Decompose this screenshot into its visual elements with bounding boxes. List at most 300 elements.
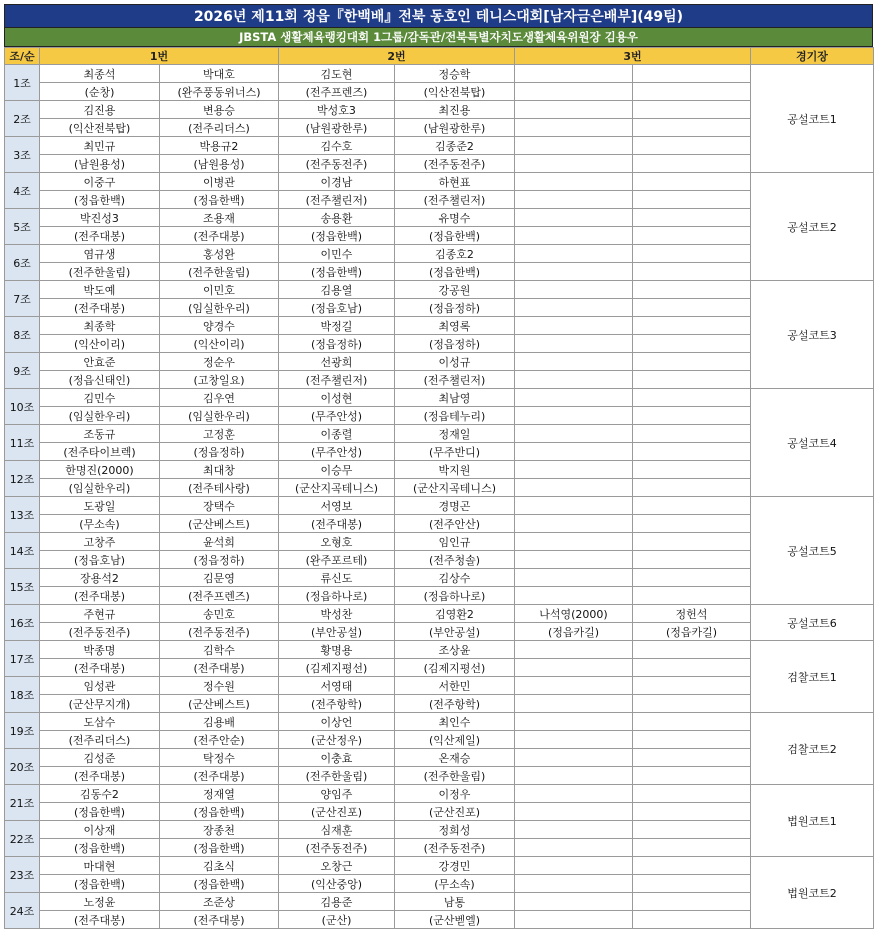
header-group: 조/순: [5, 48, 40, 65]
player-club: (전주대봉): [160, 767, 279, 785]
player-club: (전주프렌즈): [279, 83, 395, 101]
group-row-club: [5, 695, 874, 713]
player-club: (전주챌린저): [395, 371, 515, 389]
empty-cell: [633, 245, 751, 263]
player-name: 안효준: [40, 353, 160, 371]
empty-cell: [633, 587, 751, 605]
player-club: (남원용성): [160, 155, 279, 173]
player-name: 윤석희: [160, 533, 279, 551]
player-club: (전주대봉): [40, 587, 160, 605]
player-club: (익산이리): [160, 335, 279, 353]
empty-cell: [633, 695, 751, 713]
empty-cell: [515, 497, 633, 515]
empty-cell: [633, 443, 751, 461]
empty-cell: [633, 803, 751, 821]
group-table: [4, 47, 874, 929]
player-club: (무주반디): [395, 443, 515, 461]
player-name: 최대창: [160, 461, 279, 479]
player-name: 장종천: [160, 821, 279, 839]
player-club: (전주대봉): [160, 659, 279, 677]
empty-cell: [633, 281, 751, 299]
player-club: (전주챌린저): [395, 191, 515, 209]
player-name: 김종준2: [395, 137, 515, 155]
tournament-title: 2026년 제11회 정읍『한백배』전북 동호인 테니스대회[남자금은배부](49팀): [4, 4, 873, 28]
empty-cell: [515, 641, 633, 659]
court-cell: 공설코트4: [751, 389, 874, 497]
player-club: (김제지평선): [395, 659, 515, 677]
player-name: 이병관: [160, 173, 279, 191]
player-club: (부안공설): [279, 623, 395, 641]
empty-cell: [633, 749, 751, 767]
court-cell: 공설코트5: [751, 497, 874, 605]
empty-cell: [633, 209, 751, 227]
player-name: 김성준: [40, 749, 160, 767]
empty-cell: [515, 335, 633, 353]
empty-cell: [515, 245, 633, 263]
player-name: 정순우: [160, 353, 279, 371]
player-name: 최영록: [395, 317, 515, 335]
player-club: (무소속): [40, 515, 160, 533]
empty-cell: [633, 911, 751, 929]
court-cell: 공설코트2: [751, 173, 874, 281]
empty-cell: [515, 695, 633, 713]
player-name: 박도예: [40, 281, 160, 299]
group-row-name: [5, 101, 874, 119]
empty-cell: [633, 497, 751, 515]
player-name: 이민호: [160, 281, 279, 299]
empty-cell: [633, 371, 751, 389]
court-cell: 공설코트3: [751, 281, 874, 389]
player-club: (전주동전주): [40, 623, 160, 641]
group-row-name: [5, 857, 874, 875]
player-name: 변용승: [160, 101, 279, 119]
empty-cell: [515, 713, 633, 731]
empty-cell: [515, 857, 633, 875]
player-name: 정헌석: [633, 605, 751, 623]
tournament-subtitle: JBSTA 생활체육랭킹대회 1그룹/감독관/전북특별자치도생활체육위원장 김용우: [4, 28, 873, 47]
player-name: 이중구: [40, 173, 160, 191]
player-name: 최인수: [395, 713, 515, 731]
group-row-name: [5, 389, 874, 407]
player-club: (무주안성): [279, 407, 395, 425]
group-label: 24조: [5, 893, 40, 929]
group-row-club: [5, 875, 874, 893]
player-name: 김수호: [279, 137, 395, 155]
player-name: 고정훈: [160, 425, 279, 443]
group-row-name: [5, 317, 874, 335]
player-name: 선광희: [279, 353, 395, 371]
player-name: 마대현: [40, 857, 160, 875]
empty-cell: [515, 191, 633, 209]
player-club: (전주테사랑): [160, 479, 279, 497]
player-name: 조상윤: [395, 641, 515, 659]
player-name: 도삼수: [40, 713, 160, 731]
player-club: (전주대봉): [40, 299, 160, 317]
empty-cell: [515, 551, 633, 569]
empty-cell: [633, 137, 751, 155]
player-name: 이종렬: [279, 425, 395, 443]
player-name: 김영환2: [395, 605, 515, 623]
player-club: (정읍하나로): [395, 587, 515, 605]
group-row-club: [5, 623, 874, 641]
empty-cell: [633, 515, 751, 533]
player-name: 도광일: [40, 497, 160, 515]
empty-cell: [515, 461, 633, 479]
empty-cell: [515, 443, 633, 461]
empty-cell: [515, 677, 633, 695]
player-club: (전주대봉): [160, 911, 279, 929]
player-name: 송민호: [160, 605, 279, 623]
group-label: 15조: [5, 569, 40, 605]
player-club: (정읍한백): [279, 263, 395, 281]
player-name: 임성관: [40, 677, 160, 695]
court-cell: 법원코트2: [751, 857, 874, 929]
group-label: 22조: [5, 821, 40, 857]
player-name: 박지원: [395, 461, 515, 479]
group-row-club: [5, 263, 874, 281]
player-club: (정읍한백): [40, 875, 160, 893]
court-cell: 검찰코트1: [751, 641, 874, 713]
empty-cell: [633, 533, 751, 551]
player-name: 정승학: [395, 65, 515, 83]
player-club: (정읍정하): [279, 335, 395, 353]
empty-cell: [633, 767, 751, 785]
player-name: 오창근: [279, 857, 395, 875]
group-row-name: [5, 173, 874, 191]
player-name: 김용열: [279, 281, 395, 299]
group-row-name: [5, 533, 874, 551]
player-club: (전주챌린저): [279, 371, 395, 389]
group-row-name: [5, 65, 874, 83]
player-club: (정읍호남): [40, 551, 160, 569]
header-row: [5, 48, 874, 65]
player-club: (군산진포): [279, 803, 395, 821]
player-club: (전주대봉): [40, 659, 160, 677]
empty-cell: [633, 677, 751, 695]
empty-cell: [515, 65, 633, 83]
group-row-club: [5, 191, 874, 209]
player-club: (전주동전주): [279, 839, 395, 857]
header-slot-2: 2번: [279, 48, 515, 65]
group-label: 4조: [5, 173, 40, 209]
group-row-name: [5, 245, 874, 263]
empty-cell: [515, 83, 633, 101]
empty-cell: [633, 389, 751, 407]
player-club: (남원광한루): [279, 119, 395, 137]
group-label: 3조: [5, 137, 40, 173]
player-club: (전주한울림): [395, 767, 515, 785]
player-name: 황명용: [279, 641, 395, 659]
group-row-name: [5, 749, 874, 767]
player-name: 남통: [395, 893, 515, 911]
empty-cell: [515, 281, 633, 299]
player-club: (무주안성): [279, 443, 395, 461]
player-name: 김문영: [160, 569, 279, 587]
player-club: (군산벧엘): [395, 911, 515, 929]
group-row-name: [5, 785, 874, 803]
empty-cell: [633, 875, 751, 893]
player-club: (익산중앙): [279, 875, 395, 893]
player-name: 서영태: [279, 677, 395, 695]
player-name: 김용배: [160, 713, 279, 731]
player-name: 서한민: [395, 677, 515, 695]
player-name: 김초식: [160, 857, 279, 875]
empty-cell: [633, 857, 751, 875]
player-club: (임실한우리): [160, 407, 279, 425]
empty-cell: [515, 515, 633, 533]
empty-cell: [515, 749, 633, 767]
empty-cell: [633, 461, 751, 479]
empty-cell: [633, 659, 751, 677]
player-name: 김도현: [279, 65, 395, 83]
empty-cell: [633, 299, 751, 317]
player-name: 온재승: [395, 749, 515, 767]
empty-cell: [633, 227, 751, 245]
player-club: (전주항학): [279, 695, 395, 713]
player-name: 박진성3: [40, 209, 160, 227]
player-name: 정희성: [395, 821, 515, 839]
player-name: 박정길: [279, 317, 395, 335]
player-club: (전주한울림): [40, 263, 160, 281]
player-club: (정읍하나로): [279, 587, 395, 605]
player-name: 최민규: [40, 137, 160, 155]
group-label: 12조: [5, 461, 40, 497]
player-club: (정읍한백): [160, 191, 279, 209]
player-name: 류신도: [279, 569, 395, 587]
group-row-name: [5, 425, 874, 443]
empty-cell: [515, 479, 633, 497]
empty-cell: [515, 119, 633, 137]
group-row-club: [5, 551, 874, 569]
empty-cell: [633, 569, 751, 587]
player-club: (전주안산): [395, 515, 515, 533]
empty-cell: [633, 731, 751, 749]
group-row-club: [5, 155, 874, 173]
empty-cell: [633, 263, 751, 281]
court-cell: 법원코트1: [751, 785, 874, 857]
player-name: 조용재: [160, 209, 279, 227]
court-cell: 공설코트1: [751, 65, 874, 173]
player-name: 양경수: [160, 317, 279, 335]
group-label: 10조: [5, 389, 40, 425]
header-slot-1: 1번: [40, 48, 279, 65]
player-club: (전주챌린저): [279, 191, 395, 209]
player-club: (군산지곡테니스): [395, 479, 515, 497]
player-club: (전주청솔): [395, 551, 515, 569]
player-club: (전주리더스): [40, 731, 160, 749]
player-name: 정재열: [160, 785, 279, 803]
empty-cell: [515, 263, 633, 281]
player-name: 김진용: [40, 101, 160, 119]
player-club: (군산진포): [395, 803, 515, 821]
player-name: 심재훈: [279, 821, 395, 839]
player-name: 유명수: [395, 209, 515, 227]
player-club: (전주동전주): [395, 839, 515, 857]
empty-cell: [515, 767, 633, 785]
group-row-name: [5, 893, 874, 911]
player-name: 홍성완: [160, 245, 279, 263]
player-name: 조준상: [160, 893, 279, 911]
group-label: 6조: [5, 245, 40, 281]
player-club: (정읍테누리): [395, 407, 515, 425]
player-name: 송용환: [279, 209, 395, 227]
player-club: (김제지평선): [279, 659, 395, 677]
empty-cell: [633, 407, 751, 425]
player-club: (정읍정하): [395, 299, 515, 317]
player-club: (정읍정하): [395, 335, 515, 353]
player-club: (군산정우): [279, 731, 395, 749]
player-club: (남원용성): [40, 155, 160, 173]
player-name: 최종학: [40, 317, 160, 335]
group-label: 23조: [5, 857, 40, 893]
empty-cell: [633, 335, 751, 353]
group-row-name: [5, 605, 874, 623]
player-club: (익산전북탑): [40, 119, 160, 137]
player-club: (전주항학): [395, 695, 515, 713]
empty-cell: [515, 137, 633, 155]
group-label: 18조: [5, 677, 40, 713]
player-club: (전주대봉): [40, 911, 160, 929]
empty-cell: [633, 839, 751, 857]
group-row-club: [5, 803, 874, 821]
group-row-club: [5, 299, 874, 317]
player-name: 임인규: [395, 533, 515, 551]
empty-cell: [515, 155, 633, 173]
player-club: (정읍한백): [279, 227, 395, 245]
group-row-name: [5, 713, 874, 731]
player-name: 김학수: [160, 641, 279, 659]
empty-cell: [633, 713, 751, 731]
empty-cell: [515, 371, 633, 389]
empty-cell: [515, 659, 633, 677]
player-name: 이민수: [279, 245, 395, 263]
player-club: (임실한우리): [40, 479, 160, 497]
empty-cell: [515, 911, 633, 929]
player-club: (정읍한백): [160, 839, 279, 857]
group-label: 9조: [5, 353, 40, 389]
player-club: (익산제일): [395, 731, 515, 749]
player-club: (전주대봉): [40, 227, 160, 245]
group-row-name: [5, 821, 874, 839]
empty-cell: [515, 317, 633, 335]
player-club: (정읍한백): [40, 191, 160, 209]
group-row-club: [5, 83, 874, 101]
player-club: (군산베스트): [160, 515, 279, 533]
empty-cell: [515, 731, 633, 749]
group-label: 5조: [5, 209, 40, 245]
group-label: 2조: [5, 101, 40, 137]
group-row-club: [5, 515, 874, 533]
player-club: (전주안순): [160, 731, 279, 749]
player-club: (군산베스트): [160, 695, 279, 713]
player-club: (순창): [40, 83, 160, 101]
empty-cell: [515, 839, 633, 857]
player-club: (고창일요): [160, 371, 279, 389]
group-row-club: [5, 371, 874, 389]
empty-cell: [515, 101, 633, 119]
group-row-club: [5, 839, 874, 857]
player-name: 이상언: [279, 713, 395, 731]
player-name: 강경민: [395, 857, 515, 875]
empty-cell: [633, 893, 751, 911]
empty-cell: [633, 65, 751, 83]
empty-cell: [633, 119, 751, 137]
player-club: (임실한우리): [40, 407, 160, 425]
player-name: 장용석2: [40, 569, 160, 587]
group-label: 8조: [5, 317, 40, 353]
player-club: (무소속): [395, 875, 515, 893]
player-name: 염규생: [40, 245, 160, 263]
player-name: 탁정수: [160, 749, 279, 767]
player-club: (전주대봉): [160, 227, 279, 245]
player-club: (전주동전주): [160, 623, 279, 641]
group-row-club: [5, 767, 874, 785]
empty-cell: [633, 785, 751, 803]
group-row-name: [5, 461, 874, 479]
player-name: 하현표: [395, 173, 515, 191]
header-court: 경기장: [751, 48, 874, 65]
empty-cell: [633, 155, 751, 173]
player-club: (익산이리): [40, 335, 160, 353]
player-name: 강공원: [395, 281, 515, 299]
player-name: 최종석: [40, 65, 160, 83]
player-club: (정읍한백): [160, 875, 279, 893]
player-club: (전주프렌즈): [160, 587, 279, 605]
player-name: 김상수: [395, 569, 515, 587]
empty-cell: [633, 821, 751, 839]
group-label: 11조: [5, 425, 40, 461]
empty-cell: [515, 227, 633, 245]
group-row-name: [5, 137, 874, 155]
player-club: (익산전북탑): [395, 83, 515, 101]
player-club: (정읍한백): [40, 839, 160, 857]
player-club: (전주대봉): [279, 515, 395, 533]
player-name: 이승무: [279, 461, 395, 479]
player-name: 이성규: [395, 353, 515, 371]
player-club: (임실한우리): [160, 299, 279, 317]
player-name: 고창주: [40, 533, 160, 551]
player-name: 주현규: [40, 605, 160, 623]
player-club: (정읍정하): [160, 551, 279, 569]
player-club: (전주타이브렉): [40, 443, 160, 461]
player-club: (완주풍동위너스): [160, 83, 279, 101]
group-row-name: [5, 497, 874, 515]
player-club: (정읍한백): [395, 227, 515, 245]
group-row-club: [5, 479, 874, 497]
player-club: (완주포르테): [279, 551, 395, 569]
player-club: (전주한울림): [279, 767, 395, 785]
player-name: 김민수: [40, 389, 160, 407]
group-label: 21조: [5, 785, 40, 821]
player-club: (정읍한백): [40, 803, 160, 821]
player-club: (정읍한백): [160, 803, 279, 821]
player-club: (정읍카길): [633, 623, 751, 641]
player-name: 박용규2: [160, 137, 279, 155]
player-name: 한명진(2000): [40, 461, 160, 479]
group-label: 13조: [5, 497, 40, 533]
player-name: 양임주: [279, 785, 395, 803]
player-club: (전주리더스): [160, 119, 279, 137]
player-name: 박성찬: [279, 605, 395, 623]
group-row-name: [5, 569, 874, 587]
group-row-name: [5, 209, 874, 227]
player-name: 이정우: [395, 785, 515, 803]
player-name: 오형호: [279, 533, 395, 551]
player-name: 장택수: [160, 497, 279, 515]
court-cell: 검찰코트2: [751, 713, 874, 785]
group-label: 7조: [5, 281, 40, 317]
empty-cell: [633, 317, 751, 335]
